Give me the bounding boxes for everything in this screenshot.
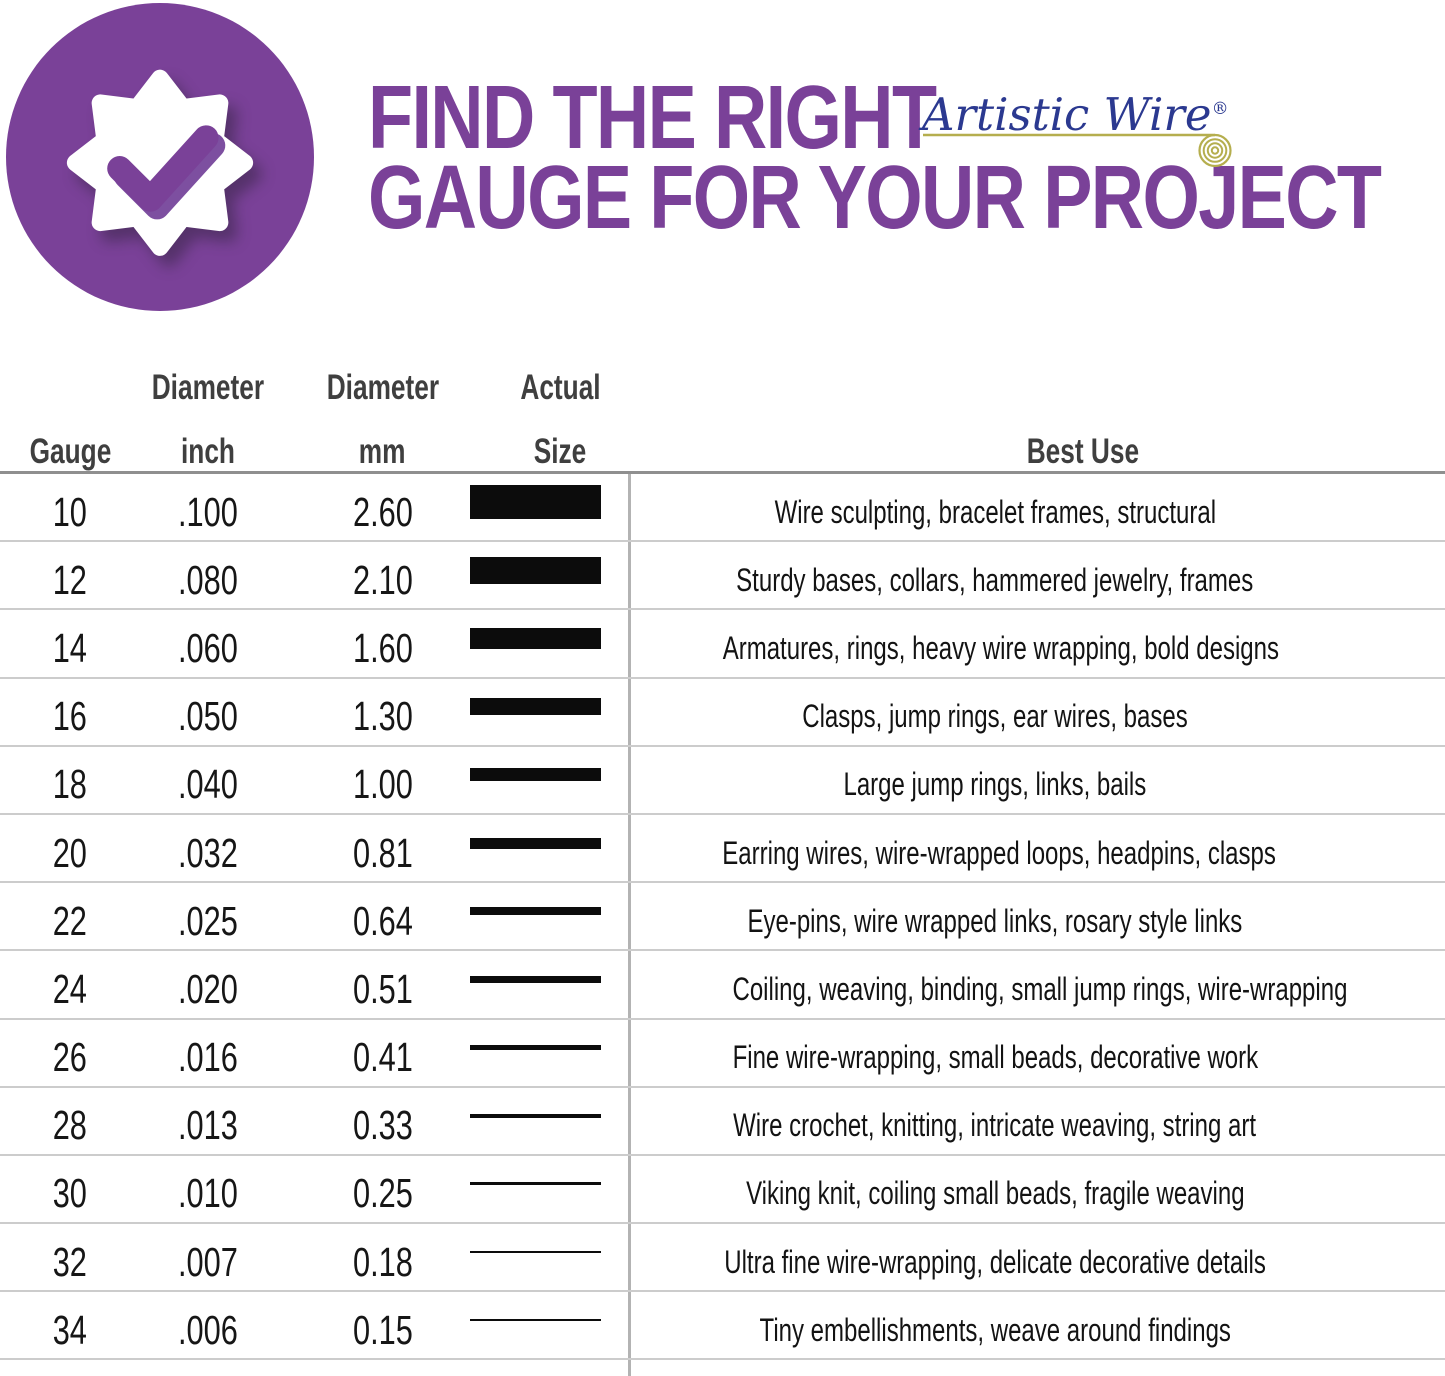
best-use-text: Viking knit, coiling small beads, fragile weaving bbox=[745, 1175, 1245, 1212]
col-header-actual-top: Actual bbox=[519, 368, 601, 407]
diameter-mm-value: 0.33 bbox=[352, 1102, 413, 1149]
check-seal-icon bbox=[64, 67, 256, 259]
col-header-gauge: Gauge bbox=[29, 432, 111, 471]
actual-size-bar bbox=[470, 1182, 601, 1185]
diameter-inch-value: .025 bbox=[177, 897, 238, 944]
gauge-value: 32 bbox=[52, 1238, 88, 1285]
diameter-inch-value: .080 bbox=[177, 556, 238, 603]
title-line-1: FIND THE RIGHT bbox=[368, 68, 936, 168]
actual-size-bar bbox=[470, 485, 601, 519]
col-header-best-use: Best Use bbox=[1026, 432, 1140, 471]
col-header-inch: inch bbox=[180, 432, 235, 471]
best-use-text: Fine wire-wrapping, small beads, decorative work bbox=[732, 1039, 1258, 1076]
table-row bbox=[0, 474, 1445, 542]
col-header-size: Size bbox=[533, 432, 587, 471]
diameter-inch-value: .032 bbox=[177, 829, 238, 876]
best-use-text: Ultra fine wire-wrapping, delicate decorative details bbox=[724, 1243, 1266, 1280]
best-use-text: Earring wires, wire-wrapped loops, headpins, clasps bbox=[722, 834, 1276, 871]
diameter-inch-value: .007 bbox=[177, 1238, 238, 1285]
diameter-inch-value: .010 bbox=[177, 1170, 238, 1217]
table-row bbox=[0, 815, 1445, 883]
diameter-inch-value: .020 bbox=[177, 965, 238, 1012]
gauge-table-body bbox=[0, 474, 1445, 1360]
table-row bbox=[0, 542, 1445, 610]
gauge-value: 34 bbox=[52, 1306, 88, 1353]
diameter-mm-value: 2.60 bbox=[352, 488, 413, 535]
gauge-value: 26 bbox=[52, 1034, 88, 1081]
best-use-text: Tiny embellishments, weave around findings bbox=[759, 1311, 1231, 1348]
diameter-inch-value: .060 bbox=[177, 624, 238, 671]
gauge-value: 18 bbox=[52, 761, 88, 808]
actual-size-bar bbox=[470, 1251, 601, 1254]
table-row bbox=[0, 1020, 1445, 1088]
diameter-mm-value: 0.64 bbox=[352, 897, 413, 944]
diameter-mm-value: 0.25 bbox=[352, 1170, 413, 1217]
diameter-mm-value: 0.81 bbox=[352, 829, 413, 876]
gauge-value: 20 bbox=[52, 829, 88, 876]
actual-size-bar bbox=[470, 698, 601, 715]
diameter-inch-value: .013 bbox=[177, 1102, 238, 1149]
table-row bbox=[0, 747, 1445, 815]
diameter-inch-value: .006 bbox=[177, 1306, 238, 1353]
table-row bbox=[0, 1088, 1445, 1156]
table-row bbox=[0, 1224, 1445, 1292]
diameter-mm-value: 0.41 bbox=[352, 1034, 413, 1081]
table-header-top-row bbox=[0, 368, 1445, 408]
table-row bbox=[0, 1156, 1445, 1224]
best-use-text: Sturdy bases, collars, hammered jewelry, frames bbox=[736, 561, 1254, 598]
page-title bbox=[368, 68, 1445, 248]
actual-size-bar bbox=[470, 768, 601, 781]
gauge-value: 30 bbox=[52, 1170, 88, 1217]
best-use-text: Large jump rings, links, bails bbox=[843, 766, 1147, 803]
actual-size-bar bbox=[470, 557, 601, 584]
gauge-value: 10 bbox=[52, 488, 88, 535]
table-row bbox=[0, 679, 1445, 747]
gauge-value: 12 bbox=[52, 556, 88, 603]
actual-size-bar bbox=[470, 838, 601, 849]
diameter-mm-value: 1.00 bbox=[352, 761, 413, 808]
diameter-mm-value: 0.51 bbox=[352, 965, 413, 1012]
diameter-mm-value: 0.15 bbox=[352, 1306, 413, 1353]
gauge-value: 14 bbox=[52, 624, 88, 671]
diameter-inch-value: .016 bbox=[177, 1034, 238, 1081]
actual-size-bar bbox=[470, 628, 601, 649]
diameter-inch-value: .040 bbox=[177, 761, 238, 808]
actual-size-bar bbox=[470, 976, 601, 983]
table-row bbox=[0, 951, 1445, 1019]
table-row bbox=[0, 1292, 1445, 1360]
diameter-inch-value: .100 bbox=[177, 488, 238, 535]
best-use-text: Wire crochet, knitting, intricate weaving, string art bbox=[733, 1107, 1257, 1144]
gauge-value: 28 bbox=[52, 1102, 88, 1149]
title-line-2: GAUGE FOR YOUR PROJECT bbox=[368, 148, 1381, 248]
table-row bbox=[0, 610, 1445, 678]
brand-name: Artistic Wire bbox=[922, 88, 1212, 141]
best-use-text: Clasps, jump rings, ear wires, bases bbox=[802, 698, 1188, 735]
diameter-inch-value: .050 bbox=[177, 693, 238, 740]
diameter-mm-value: 2.10 bbox=[352, 556, 413, 603]
actual-size-bar bbox=[470, 1319, 601, 1321]
diameter-mm-value: 1.60 bbox=[352, 624, 413, 671]
gauge-value: 22 bbox=[52, 897, 88, 944]
gauge-value: 24 bbox=[52, 965, 88, 1012]
brand-logotype bbox=[922, 88, 1229, 141]
col-header-diameter-inch-top: Diameter bbox=[151, 368, 264, 407]
col-header-mm: mm bbox=[359, 432, 406, 471]
gauge-value: 16 bbox=[52, 693, 88, 740]
best-use-text: Wire sculpting, bracelet frames, structural bbox=[774, 493, 1216, 530]
table-row bbox=[0, 883, 1445, 951]
col-header-diameter-mm-top: Diameter bbox=[326, 368, 439, 407]
diameter-mm-value: 1.30 bbox=[352, 693, 413, 740]
best-use-text: Coiling, weaving, binding, small jump rings, wire-wrapping bbox=[732, 970, 1348, 1007]
diameter-mm-value: 0.18 bbox=[352, 1238, 413, 1285]
table-header-bottom-row bbox=[0, 432, 1445, 472]
best-use-text: Armatures, rings, heavy wire wrapping, bold designs bbox=[722, 629, 1279, 666]
brand-purple-circle bbox=[6, 3, 314, 311]
registered-trademark-symbol: ® bbox=[1211, 99, 1229, 119]
actual-size-bar bbox=[470, 907, 601, 916]
best-use-text: Eye-pins, wire wrapped links, rosary style links bbox=[747, 902, 1243, 939]
actual-size-bar bbox=[470, 1114, 601, 1118]
actual-size-bar bbox=[470, 1045, 601, 1050]
